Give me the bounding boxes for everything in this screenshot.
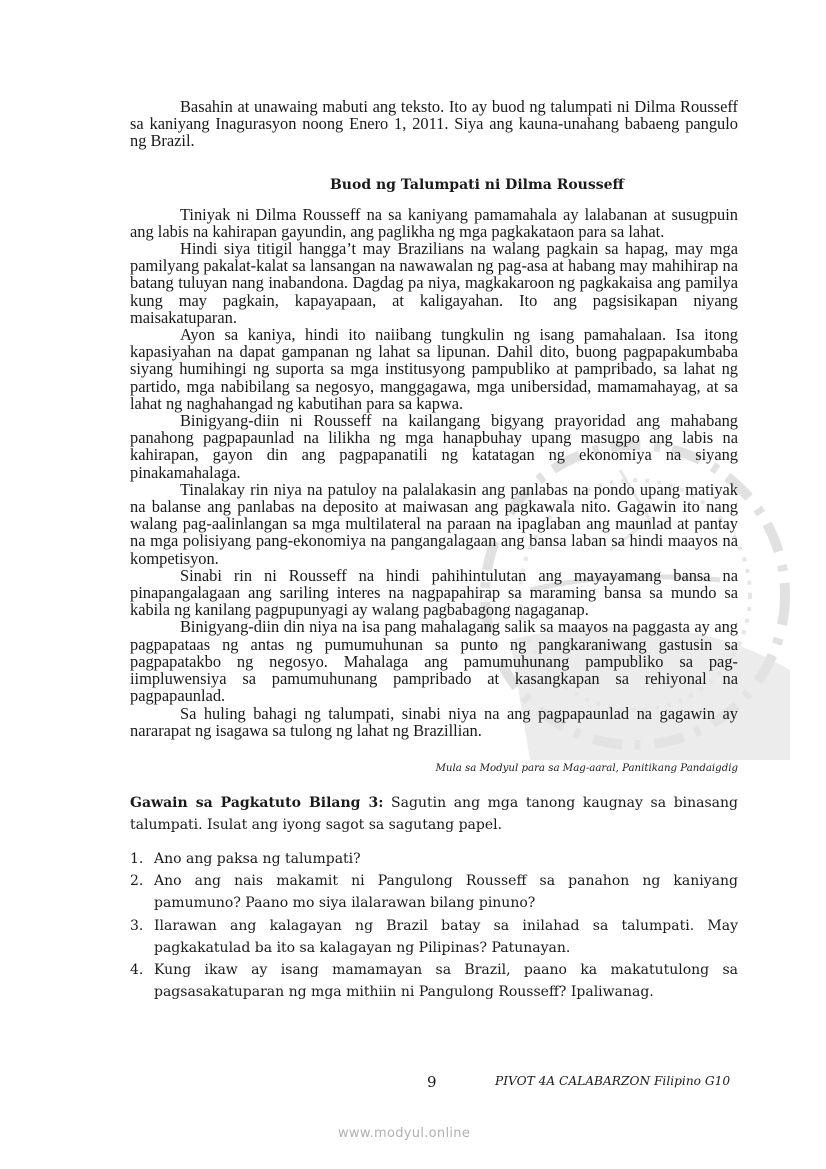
task-instructions — [130, 792, 738, 836]
question-number: 4. — [130, 961, 144, 978]
question-item — [130, 870, 738, 914]
question-text: Kung ikaw ay isang mamamayan sa Brazil, paano ka makatutulong sa pagsasakatuparan ng mga mithiin ni Pangulong Rousseff? Ipaliwanag. — [154, 961, 738, 1001]
question-number: 1. — [130, 850, 144, 867]
speech-title: Buod ng Talumpati ni Dilma Rousseff — [329, 176, 625, 193]
task-label: Gawain sa Pagkatuto Bilang 3: — [130, 794, 384, 811]
speech-paragraph: Tiniyak ni Dilma Rousseff na sa kaniyang pamamahala ay lalabanan at susugpuin ang labis na kahirapan gayundin, ang paglikha ng mga pagkakataon para sa lahat. — [130, 204, 738, 241]
speech-paragraph: Tinalakay rin niya na patuloy na palalakasin ang panlabas na pondo upang matiyak na balanse ang panlabas na deposito at maiwasan ang pagkawala nito. Gagawin ito nang walang pag-aalinlangan sa mga multilateral na paraan na ipaglaban ang maunlad at pantay na mga polisiyang pang-ekonomiya na pangangalagaan ang bansa laban sa hindi maayos na kompetisyon. — [130, 479, 738, 568]
speech-paragraph: Binigyang-diin ni Rousseff na kailangang bigyang prayoridad ang mahabang panahong pagpapaunlad na lilikha ng mga hanapbuhay upang masugpo ang labis na kahirapan, gayon din ang pagpapanatili ng katatagan ng ekonomiya na siyang pinakamahalaga. — [130, 411, 738, 482]
speech-paragraph: Sa huling bahagi ng talumpati, sinabi niya na ang pagpapaunlad na gagawin ay nararapat ng isagawa sa tulong ng lahat ng Brazillian. — [130, 703, 738, 740]
speech-paragraph: Ayon sa kaniya, hindi ito naiibang tungkulin ng isang pamahalaan. Isa itong kapasiyahan na dapat gampanan ng lahat sa lipunan. Dahil dito, buong pagpapakumbaba siyang humihingi ng suporta sa mga institusyong pampubliko at pampribado, sa lahat ng partido, mga nabibilang sa negosyo, manggagawa, mga unibersidad, mamamahayag, at sa lahat ng naghahangad ng kabutihan para sa kapwa. — [130, 325, 738, 413]
question-item — [130, 915, 738, 959]
question-text: Ano ang paksa ng talumpati? — [154, 850, 361, 867]
question-number: 2. — [130, 873, 144, 890]
source-citation: Mula sa Modyul para sa Mag-aaral, Panitikang Pandaigdig — [435, 762, 738, 774]
question-text: Ano ang nais makamit ni Pangulong Rousseff sa panahon ng kaniyang pamumuno? Paano mo siya ilalarawan bilang pinuno? — [154, 873, 738, 912]
document-page — [130, 98, 738, 1003]
task-instruction-text: Sagutin ang mga tanong kaugnay sa binasang talumpati. Isulat ang iyong sagot sa sagutang papel. — [130, 794, 739, 833]
speech-paragraph: Sinabi rin ni Rousseff na hindi pahihintulutan ang mayayamang bansa na pinapangalagaan ang sariling interes na nagpapahirap sa maraming bansa sa mundo sa kabila ng kanilang pagpupunyagi ay walang pagbabagong nagaganap. — [130, 565, 738, 620]
question-text: Ilarawan ang kalagayan ng Brazil batay sa inilahad sa talumpati. May pagkakatulad ba ito sa kalagayan ng Pilipinas? Patunayan. — [154, 917, 738, 956]
question-number: 3. — [130, 917, 144, 934]
page-number: 9 — [427, 1073, 437, 1091]
question-item — [130, 959, 738, 1003]
question-item — [130, 848, 738, 870]
speech-paragraph: Binigyang-diin din niya na isa pang mahalagang salik sa maayos na paggasta ay ang pagpapataas ng antas ng pumumuhunan sa punto ng pangkaraniwang gastusin sa pagpapatakbo ng negosyo. Mahalaga ang pamumuhunang pampubliko sa pag-iimpluwensiya sa pamumuhunang pampribado at kasangkapan sa rehiyonal na pagpapaunlad. — [130, 617, 738, 706]
footer-label: PIVOT 4A CALABARZON Filipino G10 — [495, 1074, 731, 1088]
question-list — [130, 848, 738, 1003]
website-watermark: www.modyul.online — [338, 1126, 471, 1141]
speech-paragraph: Hindi siya titigil hangga’t may Brazilians na walang pagkain sa hapag, may mga pamilyang pakalat-kalat sa lansangan na nawawalan ng pag-asa at habang may mahihirap na batang tuluyan nang inabandona. Dagdag pa niya, magkakaroon ng pagkakaisa ang pamilya kung may pagkain, kapayapaan, at kaligayahan. Ito ang pagsisikapan niyang maisakatuparan. — [130, 239, 738, 327]
intro-paragraph: Basahin at unawaing mabuti ang teksto. Ito ay buod ng talumpati ni Dilma Rousseff sa kaniyang Inagurasyon noong Enero 1, 2011. Siya ang kauna-unahang babaeng pangulo ng Brazil. — [130, 97, 738, 151]
